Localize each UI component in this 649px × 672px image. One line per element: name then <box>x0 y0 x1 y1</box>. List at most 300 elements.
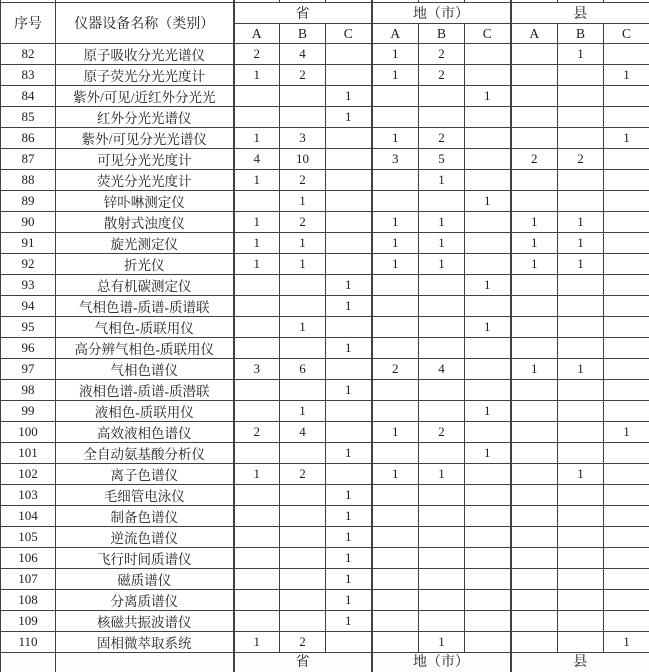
table-row <box>1 296 649 317</box>
value-cell: 1 <box>234 170 280 191</box>
value-cell <box>604 317 649 338</box>
table-row <box>1 317 649 338</box>
value-cell: 1 <box>465 275 511 296</box>
subcolumn-header: C <box>326 24 372 44</box>
partial-bottom-group-cell <box>372 653 511 672</box>
value-cell <box>234 548 280 569</box>
value-cell: 3 <box>372 149 419 170</box>
value-cell <box>558 485 604 506</box>
value-cell: 1 <box>326 485 372 506</box>
value-cell <box>604 506 649 527</box>
table-row <box>1 485 649 506</box>
row-number-cell: 86 <box>1 128 56 149</box>
value-cell: 1 <box>280 233 326 254</box>
value-cell <box>372 170 419 191</box>
value-cell: 3 <box>234 359 280 380</box>
value-cell: 1 <box>326 506 372 527</box>
instrument-name-cell: 旋光测定仪 <box>56 233 234 254</box>
value-cell: 1 <box>280 317 326 338</box>
value-cell <box>604 359 649 380</box>
value-cell: 1 <box>372 254 419 275</box>
value-cell <box>465 569 511 590</box>
value-cell: 1 <box>558 359 604 380</box>
value-cell <box>234 107 280 128</box>
value-cell: 1 <box>234 212 280 233</box>
row-number-cell: 103 <box>1 485 56 506</box>
value-cell <box>604 275 649 296</box>
value-cell <box>465 254 511 275</box>
value-cell <box>465 422 511 443</box>
value-cell <box>372 611 419 632</box>
value-cell <box>465 548 511 569</box>
value-cell: 4 <box>419 359 465 380</box>
value-cell: 1 <box>372 233 419 254</box>
value-cell: 1 <box>234 233 280 254</box>
value-cell <box>511 107 558 128</box>
partial-bottom-group-label: 省 <box>235 653 371 672</box>
value-cell <box>511 506 558 527</box>
value-cell <box>465 233 511 254</box>
row-number-cell: 107 <box>1 569 56 590</box>
instrument-name-cell: 全自动氨基酸分析仪 <box>56 443 234 464</box>
subcolumn-header: B <box>419 24 465 44</box>
row-number-cell: 85 <box>1 107 56 128</box>
value-cell <box>280 443 326 464</box>
value-cell: 1 <box>326 380 372 401</box>
table-row <box>1 632 649 653</box>
value-cell <box>558 275 604 296</box>
partial-bottom-group-label: 县 <box>512 653 649 672</box>
row-number-cell: 101 <box>1 443 56 464</box>
value-cell: 1 <box>326 611 372 632</box>
subcolumn-header: C <box>604 24 649 44</box>
value-cell <box>372 296 419 317</box>
value-cell <box>511 422 558 443</box>
value-cell <box>280 590 326 611</box>
value-cell <box>234 590 280 611</box>
value-cell: 2 <box>419 422 465 443</box>
table-row <box>1 464 649 485</box>
value-cell: 1 <box>372 65 419 86</box>
table-row <box>1 527 649 548</box>
value-cell: 1 <box>604 128 649 149</box>
value-cell <box>372 590 419 611</box>
value-cell <box>234 506 280 527</box>
table-row <box>1 275 649 296</box>
value-cell: 1 <box>465 191 511 212</box>
instrument-name-cell: 毛细管电泳仪 <box>56 485 234 506</box>
value-cell <box>372 485 419 506</box>
row-number-cell: 95 <box>1 317 56 338</box>
value-cell <box>511 86 558 107</box>
value-cell <box>372 548 419 569</box>
row-number-cell: 89 <box>1 191 56 212</box>
value-cell <box>604 107 649 128</box>
table-row <box>1 548 649 569</box>
value-cell <box>511 590 558 611</box>
value-cell: 1 <box>326 443 372 464</box>
value-cell: 2 <box>280 65 326 86</box>
instrument-name-cell: 制备色谱仪 <box>56 506 234 527</box>
table-row <box>1 44 649 65</box>
row-number-cell: 97 <box>1 359 56 380</box>
value-cell <box>280 569 326 590</box>
value-cell <box>604 191 649 212</box>
value-cell <box>511 338 558 359</box>
value-cell <box>604 548 649 569</box>
instrument-name-cell: 气相色谱仪 <box>56 359 234 380</box>
table-row <box>1 569 649 590</box>
table-row <box>1 506 649 527</box>
value-cell <box>465 65 511 86</box>
value-cell: 1 <box>280 191 326 212</box>
value-cell <box>372 107 419 128</box>
value-cell <box>280 611 326 632</box>
value-cell: 1 <box>234 254 280 275</box>
value-cell <box>604 212 649 233</box>
value-cell <box>558 548 604 569</box>
instrument-name-cell: 高效液相色谱仪 <box>56 422 234 443</box>
value-cell <box>558 317 604 338</box>
row-number-cell: 87 <box>1 149 56 170</box>
value-cell: 1 <box>326 527 372 548</box>
value-cell: 4 <box>280 422 326 443</box>
value-cell <box>511 191 558 212</box>
table-row <box>1 254 649 275</box>
value-cell <box>372 527 419 548</box>
value-cell <box>604 443 649 464</box>
value-cell <box>234 191 280 212</box>
column-header-index: 序号 <box>1 3 56 44</box>
value-cell: 1 <box>419 464 465 485</box>
row-number-cell: 84 <box>1 86 56 107</box>
value-cell <box>558 191 604 212</box>
value-cell: 2 <box>280 464 326 485</box>
value-cell <box>465 338 511 359</box>
instrument-name-cell: 气相色谱-质谱-质谱联 <box>56 296 234 317</box>
value-cell <box>465 590 511 611</box>
value-cell <box>604 44 649 65</box>
value-cell <box>280 338 326 359</box>
column-group-header: 地（市） <box>372 3 511 24</box>
table-body <box>1 44 649 653</box>
value-cell <box>558 338 604 359</box>
value-cell <box>280 548 326 569</box>
value-cell <box>326 128 372 149</box>
instrument-name-cell: 原子吸收分光光谱仪 <box>56 44 234 65</box>
table-row <box>1 107 649 128</box>
value-cell <box>558 107 604 128</box>
value-cell: 5 <box>419 149 465 170</box>
value-cell <box>558 380 604 401</box>
value-cell <box>604 464 649 485</box>
value-cell <box>604 296 649 317</box>
value-cell <box>558 401 604 422</box>
value-cell <box>419 590 465 611</box>
row-number-cell: 106 <box>1 548 56 569</box>
instrument-name-cell: 逆流色谱仪 <box>56 527 234 548</box>
table-row <box>1 149 649 170</box>
column-header-name: 仪器设备名称（类别） <box>56 3 234 44</box>
value-cell <box>511 44 558 65</box>
value-cell <box>465 170 511 191</box>
subcolumn-header: A <box>372 24 419 44</box>
table-row <box>1 233 649 254</box>
value-cell <box>234 569 280 590</box>
instrument-name-cell: 气相色-质联用仪 <box>56 317 234 338</box>
value-cell <box>234 317 280 338</box>
row-number-cell: 100 <box>1 422 56 443</box>
value-cell <box>558 128 604 149</box>
value-cell: 1 <box>234 632 280 653</box>
value-cell <box>372 632 419 653</box>
value-cell <box>558 296 604 317</box>
value-cell <box>558 65 604 86</box>
partial-bottom-group-label: 地（市） <box>373 653 510 672</box>
value-cell <box>604 527 649 548</box>
value-cell <box>280 506 326 527</box>
value-cell <box>465 128 511 149</box>
value-cell <box>326 233 372 254</box>
value-cell: 2 <box>234 422 280 443</box>
table-row <box>1 611 649 632</box>
value-cell: 2 <box>558 149 604 170</box>
value-cell <box>465 107 511 128</box>
table-row <box>1 191 649 212</box>
value-cell <box>604 401 649 422</box>
value-cell <box>604 149 649 170</box>
value-cell <box>511 65 558 86</box>
value-cell <box>326 401 372 422</box>
value-cell <box>234 443 280 464</box>
partial-bottom-group-cell <box>234 653 372 672</box>
value-cell <box>234 527 280 548</box>
subcolumn-header: B <box>280 24 326 44</box>
instrument-name-cell: 飞行时间质谱仪 <box>56 548 234 569</box>
value-cell <box>326 317 372 338</box>
value-cell: 1 <box>326 275 372 296</box>
header-group-row <box>1 3 649 24</box>
value-cell: 2 <box>280 212 326 233</box>
value-cell: 6 <box>280 359 326 380</box>
value-cell <box>326 149 372 170</box>
value-cell: 1 <box>280 254 326 275</box>
row-number-cell: 83 <box>1 65 56 86</box>
value-cell <box>511 527 558 548</box>
value-cell: 2 <box>280 170 326 191</box>
value-cell <box>558 527 604 548</box>
value-cell <box>326 464 372 485</box>
value-cell: 2 <box>234 44 280 65</box>
table-row <box>1 170 649 191</box>
value-cell <box>604 233 649 254</box>
value-cell <box>558 170 604 191</box>
instrument-name-cell: 核磁共振波谱仪 <box>56 611 234 632</box>
value-cell <box>558 569 604 590</box>
value-cell <box>558 632 604 653</box>
row-number-cell: 82 <box>1 44 56 65</box>
value-cell <box>465 380 511 401</box>
value-cell: 1 <box>419 254 465 275</box>
value-cell <box>511 170 558 191</box>
row-number-cell: 91 <box>1 233 56 254</box>
value-cell <box>465 611 511 632</box>
value-cell <box>511 569 558 590</box>
subcolumn-header: C <box>465 24 511 44</box>
value-cell: 2 <box>511 149 558 170</box>
value-cell <box>326 212 372 233</box>
value-cell <box>419 86 465 107</box>
value-cell: 1 <box>326 590 372 611</box>
value-cell <box>465 44 511 65</box>
value-cell <box>511 464 558 485</box>
column-group-header: 省 <box>234 3 372 24</box>
row-number-cell: 102 <box>1 464 56 485</box>
value-cell <box>280 527 326 548</box>
row-number-cell: 105 <box>1 527 56 548</box>
value-cell: 1 <box>558 44 604 65</box>
value-cell <box>558 422 604 443</box>
table-row <box>1 422 649 443</box>
value-cell <box>604 338 649 359</box>
value-cell <box>419 527 465 548</box>
value-cell: 1 <box>465 86 511 107</box>
instrument-name-cell: 总有机碳测定仪 <box>56 275 234 296</box>
value-cell: 1 <box>234 128 280 149</box>
row-number-cell: 96 <box>1 338 56 359</box>
value-cell <box>465 149 511 170</box>
value-cell: 10 <box>280 149 326 170</box>
value-cell <box>326 422 372 443</box>
value-cell <box>511 296 558 317</box>
row-number-cell: 99 <box>1 401 56 422</box>
value-cell <box>604 611 649 632</box>
value-cell <box>234 485 280 506</box>
table-row <box>1 65 649 86</box>
value-cell: 1 <box>511 212 558 233</box>
table-row <box>1 86 649 107</box>
value-cell <box>234 401 280 422</box>
value-cell: 2 <box>372 359 419 380</box>
value-cell <box>511 401 558 422</box>
value-cell <box>419 107 465 128</box>
value-cell: 1 <box>419 632 465 653</box>
value-cell <box>372 275 419 296</box>
table-header <box>1 0 649 44</box>
value-cell <box>326 254 372 275</box>
value-cell: 1 <box>280 401 326 422</box>
value-cell <box>280 380 326 401</box>
value-cell <box>372 317 419 338</box>
value-cell: 1 <box>604 632 649 653</box>
partial-bottom-cell <box>1 653 56 672</box>
row-number-cell: 108 <box>1 590 56 611</box>
value-cell <box>419 317 465 338</box>
value-cell <box>326 359 372 380</box>
row-number-cell: 110 <box>1 632 56 653</box>
value-cell <box>234 380 280 401</box>
value-cell: 1 <box>326 107 372 128</box>
value-cell <box>372 401 419 422</box>
partial-bottom-cell <box>56 653 234 672</box>
value-cell: 1 <box>372 422 419 443</box>
instrument-name-cell: 液相色谱-质谱-质潜联 <box>56 380 234 401</box>
instrument-name-cell: 红外分光光谱仪 <box>56 107 234 128</box>
value-cell <box>511 611 558 632</box>
value-cell <box>326 65 372 86</box>
value-cell <box>419 296 465 317</box>
value-cell <box>326 44 372 65</box>
value-cell <box>372 338 419 359</box>
value-cell: 1 <box>234 464 280 485</box>
row-number-cell: 88 <box>1 170 56 191</box>
value-cell: 1 <box>234 65 280 86</box>
value-cell <box>558 506 604 527</box>
value-cell <box>419 191 465 212</box>
row-number-cell: 104 <box>1 506 56 527</box>
value-cell <box>419 548 465 569</box>
table-row <box>1 443 649 464</box>
partial-bottom-group-cell <box>511 653 649 672</box>
instrument-name-cell: 分离质谱仪 <box>56 590 234 611</box>
value-cell: 1 <box>465 317 511 338</box>
table-row <box>1 212 649 233</box>
value-cell <box>511 548 558 569</box>
value-cell <box>511 128 558 149</box>
instrument-name-cell: 折光仪 <box>56 254 234 275</box>
value-cell <box>511 632 558 653</box>
value-cell: 1 <box>372 212 419 233</box>
value-cell <box>419 275 465 296</box>
value-cell <box>234 296 280 317</box>
value-cell <box>465 527 511 548</box>
value-cell <box>465 464 511 485</box>
value-cell: 2 <box>280 632 326 653</box>
value-cell: 1 <box>326 338 372 359</box>
value-cell <box>372 380 419 401</box>
value-cell <box>604 380 649 401</box>
value-cell: 1 <box>558 233 604 254</box>
value-cell: 1 <box>558 212 604 233</box>
value-cell <box>465 359 511 380</box>
value-cell <box>372 506 419 527</box>
value-cell <box>234 86 280 107</box>
value-cell <box>419 485 465 506</box>
value-cell: 1 <box>558 464 604 485</box>
table-row <box>1 128 649 149</box>
value-cell <box>419 380 465 401</box>
value-cell: 1 <box>465 401 511 422</box>
value-cell: 1 <box>419 170 465 191</box>
value-cell: 1 <box>419 233 465 254</box>
value-cell <box>465 212 511 233</box>
value-cell <box>465 632 511 653</box>
table-row <box>1 380 649 401</box>
value-cell <box>234 611 280 632</box>
value-cell <box>558 86 604 107</box>
instrument-name-cell: 磁质谱仪 <box>56 569 234 590</box>
value-cell <box>465 506 511 527</box>
value-cell <box>280 485 326 506</box>
value-cell: 1 <box>326 296 372 317</box>
partial-bottom-row <box>1 653 649 672</box>
row-number-cell: 93 <box>1 275 56 296</box>
value-cell <box>511 485 558 506</box>
value-cell <box>604 569 649 590</box>
value-cell <box>558 611 604 632</box>
value-cell: 1 <box>372 128 419 149</box>
value-cell: 1 <box>604 422 649 443</box>
